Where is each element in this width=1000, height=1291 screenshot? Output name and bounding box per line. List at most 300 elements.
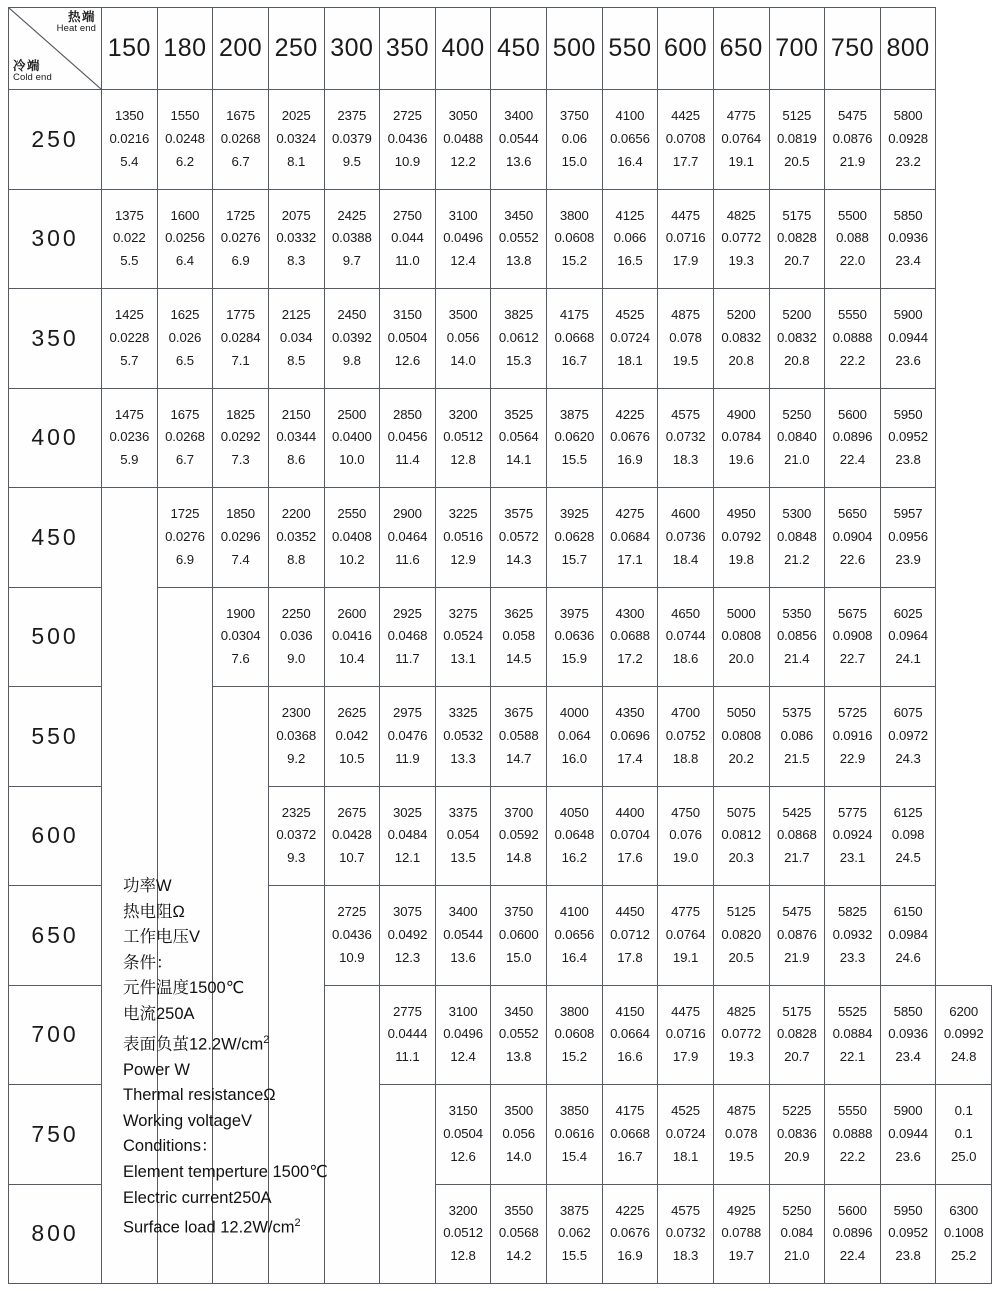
thermal-resistance-value: 0.0876 (832, 130, 873, 146)
column-header-500: 500 (547, 8, 603, 90)
data-cell-450-800 (880, 488, 936, 588)
thermal-resistance-value: 0.0544 (498, 130, 539, 146)
thermal-resistance-value: 0.0436 (387, 130, 428, 146)
working-voltage-value: 17.7 (672, 153, 699, 169)
power-value: 2075 (281, 207, 311, 223)
working-voltage-value: 12.6 (394, 352, 421, 368)
working-voltage-value: 12.8 (450, 1248, 476, 1264)
working-voltage-value: 22.0 (839, 253, 866, 269)
data-cell-650-550 (602, 886, 658, 986)
power-value: 5550 (837, 307, 867, 323)
working-voltage-value: 16.4 (561, 949, 587, 965)
data-cell-400-450 (491, 388, 547, 488)
working-voltage-value: 14.5 (506, 651, 532, 667)
thermal-resistance-value: 0.042 (335, 727, 369, 743)
thermal-resistance-value: 0.086 (780, 727, 814, 743)
thermal-resistance-value: 0.058 (502, 628, 535, 644)
data-cell-750-700 (769, 1085, 825, 1185)
data-cell-650-450 (491, 886, 547, 986)
working-voltage-value: 22.6 (839, 551, 866, 567)
power-value: 2850 (392, 406, 422, 422)
data-cell-650-500 (547, 886, 603, 986)
data-cell-550-300 (324, 687, 380, 787)
thermal-resistance-value: 0.0896 (832, 429, 873, 445)
working-voltage-value: 13.6 (506, 153, 532, 169)
thermal-resistance-value: 0.0944 (888, 329, 928, 345)
power-value: 4575 (671, 406, 701, 422)
data-cell-250-150 (102, 90, 158, 190)
power-value: 5900 (893, 1103, 923, 1119)
working-voltage-value: 17.8 (617, 949, 643, 965)
data-cell-750-undefined (936, 1085, 992, 1185)
legend-line-text: Element temperture 1500℃ (123, 1163, 328, 1182)
power-value: 3100 (448, 207, 478, 223)
data-cell-400-500 (547, 388, 603, 488)
working-voltage-value: 20.3 (728, 850, 754, 866)
data-cell-600-800 (880, 786, 936, 886)
data-cell-350-350 (380, 289, 436, 389)
power-value: 5675 (837, 605, 867, 621)
thermal-resistance-value: 0.078 (669, 329, 702, 345)
heat-cold-end-table (8, 7, 992, 1284)
data-cell-300-250 (268, 189, 324, 289)
data-cell-500-250 (268, 587, 324, 687)
empty-region-cell (268, 886, 324, 1284)
data-cell-700-500 (547, 985, 603, 1085)
working-voltage-value: 25.2 (951, 1248, 977, 1264)
thermal-resistance-value: 0.0304 (220, 628, 261, 644)
power-value: 3050 (448, 108, 478, 124)
power-value: 2125 (281, 307, 311, 323)
thermal-resistance-value: 0.0408 (331, 528, 372, 544)
power-value: 2925 (392, 605, 422, 621)
power-value: 3025 (392, 804, 422, 820)
data-cell-350-150 (102, 289, 158, 389)
data-cell-700-450 (491, 985, 547, 1085)
power-value: 1725 (226, 207, 256, 223)
power-value: 1825 (226, 406, 256, 422)
working-voltage-value: 19.1 (672, 949, 699, 965)
working-voltage-value: 9.2 (287, 750, 306, 766)
working-voltage-value: 8.3 (287, 253, 306, 269)
working-voltage-value: 9.5 (342, 153, 361, 169)
data-cell-500-550 (602, 587, 658, 687)
power-value: 2250 (281, 605, 311, 621)
data-cell-300-150 (102, 189, 158, 289)
thermal-resistance-value: 0.078 (724, 1125, 758, 1141)
data-cell-300-500 (547, 189, 603, 289)
column-header-400: 400 (435, 8, 491, 90)
thermal-resistance-value: 0.0676 (610, 1225, 650, 1241)
data-cell-300-180 (157, 189, 213, 289)
power-value: 2325 (281, 804, 311, 820)
power-value: 2425 (337, 207, 367, 223)
thermal-resistance-value: 0.0400 (331, 429, 372, 445)
power-value: 4750 (671, 804, 701, 820)
thermal-resistance-value: 0.0868 (776, 827, 817, 843)
thermal-resistance-value: 0.0744 (665, 628, 706, 644)
thermal-resistance-value: 0.0484 (387, 827, 428, 843)
data-cell-550-450 (491, 687, 547, 787)
thermal-resistance-value: 0.0352 (276, 528, 317, 544)
working-voltage-value: 14.8 (506, 850, 532, 866)
thermal-resistance-value: 0.0832 (721, 329, 762, 345)
power-value: 3150 (448, 1103, 478, 1119)
thermal-resistance-value: 0.0932 (832, 926, 873, 942)
legend-superscript: 2 (294, 1217, 301, 1230)
data-cell-350-700 (769, 289, 825, 389)
legend-line-text: 条件： (123, 953, 173, 972)
working-voltage-value: 21.4 (784, 651, 810, 667)
power-value: 1675 (170, 406, 200, 422)
power-value: 4775 (726, 108, 756, 124)
data-cell-350-180 (157, 289, 213, 389)
working-voltage-value: 15.2 (561, 1049, 587, 1065)
power-value: 3825 (504, 307, 534, 323)
working-voltage-value: 9.8 (342, 352, 361, 368)
working-voltage-value: 14.2 (506, 1248, 532, 1264)
power-value: 4875 (726, 1103, 756, 1119)
thermal-resistance-value: 0.0952 (888, 1225, 928, 1241)
power-value: 4900 (726, 406, 756, 422)
thermal-resistance-value: 0.0476 (387, 727, 428, 743)
working-voltage-value: 20.8 (728, 352, 754, 368)
working-voltage-value: 5.4 (120, 153, 139, 169)
data-cell-450-700 (769, 488, 825, 588)
data-cell-500-200 (213, 587, 269, 687)
thermal-resistance-value: 0.0284 (220, 329, 261, 345)
column-header-650: 650 (713, 8, 769, 90)
working-voltage-value: 11.4 (395, 452, 420, 468)
working-voltage-value: 8.1 (287, 153, 306, 169)
data-cell-700-650 (713, 985, 769, 1085)
column-header-250: 250 (268, 8, 324, 90)
data-cell-750-550 (602, 1085, 658, 1185)
working-voltage-value: 23.2 (895, 153, 921, 169)
power-value: 3400 (504, 108, 534, 124)
data-table-container (8, 7, 992, 1284)
working-voltage-value: 7.3 (231, 452, 250, 468)
working-voltage-value: 16.6 (617, 1049, 643, 1065)
thermal-resistance-value: 0.0936 (888, 230, 928, 246)
power-value: 2200 (281, 506, 311, 522)
thermal-resistance-value: 0.0436 (331, 926, 372, 942)
data-cell-250-400 (435, 90, 491, 190)
power-value: 2600 (337, 605, 367, 621)
working-voltage-value: 12.9 (450, 551, 476, 567)
power-value: 4125 (615, 207, 645, 223)
working-voltage-value: 24.1 (895, 651, 921, 667)
thermal-resistance-value: 0.0688 (610, 628, 650, 644)
working-voltage-value: 12.6 (450, 1148, 476, 1164)
power-value: 4525 (671, 1103, 701, 1119)
thermal-resistance-value: 0.0216 (109, 130, 150, 146)
power-value: 1425 (114, 307, 144, 323)
data-cell-350-400 (435, 289, 491, 389)
data-cell-500-500 (547, 587, 603, 687)
power-value: 3875 (559, 406, 589, 422)
working-voltage-value: 24.6 (895, 949, 921, 965)
thermal-resistance-value: 0.0664 (610, 1026, 650, 1042)
data-cell-700-700 (769, 985, 825, 1085)
thermal-resistance-value: 0.0612 (498, 329, 539, 345)
data-cell-350-300 (324, 289, 380, 389)
working-voltage-value: 8.8 (287, 551, 306, 567)
data-cell-800-700 (769, 1184, 825, 1284)
legend-line-text: Thermal resistanceΩ (123, 1086, 276, 1105)
data-cell-700-400 (435, 985, 491, 1085)
thermal-resistance-value: 0.0628 (554, 528, 595, 544)
working-voltage-value: 23.8 (895, 452, 921, 468)
working-voltage-value: 17.2 (617, 651, 643, 667)
data-cell-300-400 (435, 189, 491, 289)
power-value: 2150 (281, 406, 311, 422)
data-cell-550-650 (713, 687, 769, 787)
power-value: 4175 (615, 1103, 645, 1119)
data-cell-450-650 (713, 488, 769, 588)
data-cell-400-550 (602, 388, 658, 488)
working-voltage-value: 10.0 (339, 452, 365, 468)
data-cell-600-300 (324, 786, 380, 886)
power-value: 3100 (448, 1003, 478, 1019)
power-value: 1600 (170, 207, 200, 223)
thermal-resistance-value: 0.0708 (665, 130, 706, 146)
row-header-400: 400 (9, 388, 102, 488)
empty-region-cell (324, 985, 380, 1284)
power-value: 4050 (559, 804, 589, 820)
data-cell-700-800 (880, 985, 936, 1085)
data-cell-450-180 (157, 488, 213, 588)
column-header-700: 700 (769, 8, 825, 90)
thermal-resistance-value: 0.0600 (498, 926, 539, 942)
working-voltage-value: 14.3 (506, 551, 532, 567)
working-voltage-value: 10.2 (339, 551, 365, 567)
thermal-resistance-value: 0.0788 (721, 1225, 762, 1241)
power-value: 3525 (504, 406, 534, 422)
thermal-resistance-value: 0.0296 (220, 528, 261, 544)
thermal-resistance-value: 0.0856 (776, 628, 817, 644)
thermal-resistance-value: 0.0724 (665, 1125, 706, 1141)
data-cell-500-750 (825, 587, 881, 687)
power-value: 6300 (949, 1202, 979, 1218)
data-cell-550-600 (658, 687, 714, 787)
thermal-resistance-value: 0.0512 (443, 429, 483, 445)
power-value: 3500 (448, 307, 478, 323)
power-value: 5175 (782, 1003, 812, 1019)
power-value: 5850 (893, 1003, 923, 1019)
power-value: 4100 (615, 108, 645, 124)
thermal-resistance-value: 0.0832 (776, 329, 817, 345)
data-cell-550-550 (602, 687, 658, 787)
working-voltage-value: 16.5 (617, 253, 643, 269)
thermal-resistance-value: 0.0379 (331, 130, 372, 146)
working-voltage-value: 22.7 (839, 651, 866, 667)
power-value: 1350 (114, 108, 144, 124)
legend-line-text: 元件温度1500℃ (123, 979, 245, 998)
working-voltage-value: 19.6 (728, 452, 754, 468)
working-voltage-value: 15.9 (561, 651, 587, 667)
data-cell-500-700 (769, 587, 825, 687)
power-value: 2775 (392, 1003, 422, 1019)
data-cell-250-800 (880, 90, 936, 190)
power-value: 3200 (448, 406, 478, 422)
thermal-resistance-value: 0.0819 (776, 130, 817, 146)
data-cell-650-700 (769, 886, 825, 986)
data-cell-400-800 (880, 388, 936, 488)
thermal-resistance-value: 0.0888 (832, 329, 873, 345)
legend-line-text: Electric current250A (123, 1188, 272, 1207)
empty-region-cell (157, 587, 213, 1284)
power-value: 3700 (504, 804, 534, 820)
thermal-resistance-value: 0.0904 (832, 528, 873, 544)
power-value: 3800 (559, 1003, 589, 1019)
power-value: 5175 (782, 207, 812, 223)
thermal-resistance-value: 0.0392 (331, 329, 372, 345)
power-value: 1475 (114, 406, 144, 422)
power-value: 2500 (337, 406, 367, 422)
working-voltage-value: 23.6 (895, 1148, 921, 1164)
working-voltage-value: 14.0 (506, 1148, 532, 1164)
data-cell-250-350 (380, 90, 436, 190)
column-header-600: 600 (658, 8, 714, 90)
thermal-resistance-value: 0.054 (446, 827, 480, 843)
power-value: 3500 (504, 1103, 534, 1119)
data-cell-350-200 (213, 289, 269, 389)
column-header-300: 300 (324, 8, 380, 90)
power-value: 5525 (837, 1003, 867, 1019)
power-value: 5250 (782, 406, 812, 422)
working-voltage-value: 20.8 (784, 352, 810, 368)
working-voltage-value: 15.5 (561, 452, 587, 468)
thermal-resistance-value: 0.0984 (888, 926, 928, 942)
data-cell-400-250 (268, 388, 324, 488)
power-value: 5957 (893, 506, 923, 522)
column-header-350: 350 (380, 8, 436, 90)
working-voltage-value: 20.9 (784, 1148, 810, 1164)
power-value: 1625 (170, 307, 200, 323)
working-voltage-value: 23.4 (895, 253, 921, 269)
working-voltage-value: 21.0 (784, 1248, 810, 1264)
working-voltage-value: 10.7 (339, 850, 365, 866)
thermal-resistance-value: 0.0372 (276, 827, 317, 843)
working-voltage-value: 13.8 (506, 1049, 532, 1065)
data-cell-250-250 (268, 90, 324, 190)
thermal-resistance-value: 0.0668 (610, 1125, 650, 1141)
power-value: 4825 (726, 207, 756, 223)
working-voltage-value: 13.5 (450, 850, 476, 866)
working-voltage-value: 16.0 (561, 750, 587, 766)
thermal-resistance-value: 0.0764 (665, 926, 706, 942)
working-voltage-value: 9.0 (287, 651, 306, 667)
legend-line-text: 表面负茧12.2W/cm (123, 1035, 264, 1054)
thermal-resistance-value: 0.0608 (554, 1026, 595, 1042)
working-voltage-value: 14.7 (506, 750, 532, 766)
row-header-550: 550 (9, 687, 102, 787)
legend-line-text: 电流250A (123, 1004, 195, 1023)
power-value: 4000 (559, 705, 589, 721)
power-value: 3450 (504, 1003, 534, 1019)
working-voltage-value: 23.3 (839, 949, 866, 965)
legend-line-text: Power W (123, 1060, 190, 1079)
working-voltage-value: 17.6 (617, 850, 643, 866)
thermal-resistance-value: 0.0456 (387, 429, 428, 445)
working-voltage-value: 8.6 (287, 452, 306, 468)
data-cell-600-450 (491, 786, 547, 886)
empty-region-cell (213, 687, 269, 1284)
power-value: 4525 (615, 307, 645, 323)
thermal-resistance-value: 0.0492 (387, 926, 428, 942)
thermal-resistance-value: 0.0848 (776, 528, 817, 544)
thermal-resistance-value: 0.0620 (554, 429, 595, 445)
thermal-resistance-value: 0.0532 (443, 727, 483, 743)
power-value: 5825 (837, 904, 867, 920)
working-voltage-value: 18.3 (672, 1248, 699, 1264)
data-cell-650-350 (380, 886, 436, 986)
power-value: 3750 (559, 108, 589, 124)
working-voltage-value: 13.6 (450, 949, 476, 965)
data-cell-750-650 (713, 1085, 769, 1185)
data-cell-500-600 (658, 587, 714, 687)
power-value: 5725 (837, 705, 867, 721)
data-cell-500-450 (491, 587, 547, 687)
power-value: 5950 (893, 406, 923, 422)
data-cell-600-250 (268, 786, 324, 886)
power-value: 3075 (392, 904, 422, 920)
working-voltage-value: 11.9 (395, 750, 420, 766)
data-cell-300-550 (602, 189, 658, 289)
data-cell-550-250 (268, 687, 324, 787)
thermal-resistance-value: 0.0568 (498, 1225, 539, 1241)
working-voltage-value: 16.7 (561, 352, 587, 368)
thermal-resistance-value: 0.084 (780, 1225, 814, 1241)
working-voltage-value: 25.0 (951, 1148, 977, 1164)
thermal-resistance-value: 0.0888 (832, 1125, 873, 1141)
legend-line-text: Conditions： (123, 1137, 218, 1156)
thermal-resistance-value: 0.0840 (776, 429, 817, 445)
working-voltage-value: 16.2 (561, 850, 587, 866)
working-voltage-value: 18.6 (672, 651, 699, 667)
heat-end-label-en: Heat end (56, 23, 96, 35)
data-cell-800-550 (602, 1184, 658, 1284)
working-voltage-value: 16.9 (617, 1248, 643, 1264)
data-cell-500-350 (380, 587, 436, 687)
heat-end-label-cn: 热端 (67, 10, 96, 24)
working-voltage-value: 10.5 (339, 750, 365, 766)
power-value: 5300 (782, 506, 812, 522)
thermal-resistance-value: 0.0292 (220, 429, 261, 445)
data-cell-450-600 (658, 488, 714, 588)
data-cell-750-600 (658, 1085, 714, 1185)
power-value: 0.1 (954, 1103, 973, 1119)
working-voltage-value: 18.1 (672, 1148, 699, 1164)
working-voltage-value: 15.4 (561, 1148, 587, 1164)
power-value: 4400 (615, 804, 645, 820)
power-value: 4475 (671, 1003, 701, 1019)
power-value: 4775 (671, 904, 701, 920)
working-voltage-value: 12.4 (450, 1049, 476, 1065)
data-cell-600-600 (658, 786, 714, 886)
working-voltage-value: 17.9 (672, 253, 699, 269)
power-value: 3225 (448, 506, 478, 522)
thermal-resistance-value: 0.0716 (665, 230, 706, 246)
thermal-resistance-value: 0.0464 (387, 528, 428, 544)
thermal-resistance-value: 0.0668 (554, 329, 595, 345)
thermal-resistance-value: 0.0588 (498, 727, 539, 743)
power-value: 2550 (337, 506, 367, 522)
power-value: 3325 (448, 705, 478, 721)
working-voltage-value: 15.5 (561, 1248, 587, 1264)
legend-line-text: 热电阻Ω (123, 902, 185, 921)
